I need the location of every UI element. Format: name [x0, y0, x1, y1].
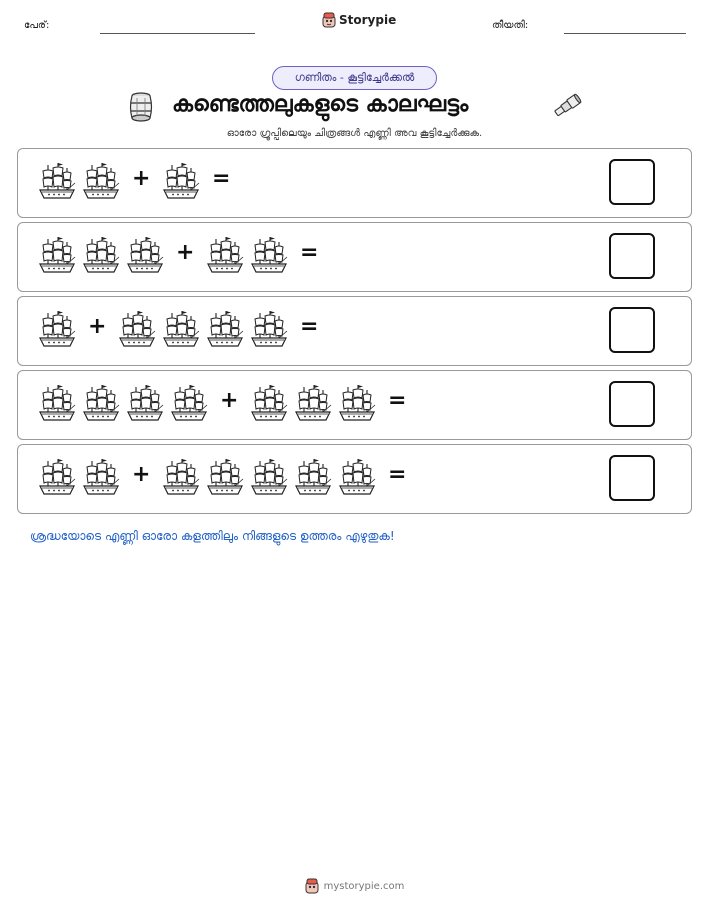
- ship-icon: [250, 235, 288, 275]
- plus-sign: +: [220, 388, 239, 413]
- equals-sign: =: [300, 314, 319, 339]
- ship-icon: [82, 161, 120, 201]
- footer-url[interactable]: mystorypie.com: [323, 880, 405, 892]
- equals-sign: =: [388, 388, 407, 413]
- ship-icon: [38, 161, 76, 201]
- footer: [0, 878, 709, 894]
- ship-icon: [338, 383, 376, 423]
- answer-box[interactable]: [609, 381, 655, 427]
- ship-icon: [38, 235, 76, 275]
- ship-icon: [206, 457, 244, 497]
- date-label: തീയതി:: [492, 20, 529, 31]
- ship-icon: [162, 309, 200, 349]
- ship-icon: [38, 457, 76, 497]
- title-row: [0, 88, 709, 124]
- problem-row: [17, 444, 692, 514]
- storypie-logo-icon: [322, 12, 336, 28]
- equals-sign: =: [388, 462, 407, 487]
- equals-sign: =: [300, 240, 319, 265]
- ship-icon: [126, 383, 164, 423]
- ship-icon: [294, 383, 332, 423]
- telescope-icon: [552, 92, 582, 120]
- ship-icon: [82, 457, 120, 497]
- equals-sign: =: [212, 166, 231, 191]
- answer-box[interactable]: [609, 455, 655, 501]
- ship-icon: [118, 309, 156, 349]
- barrel-icon: [128, 92, 154, 122]
- plus-sign: +: [176, 240, 195, 265]
- problem-row: [17, 148, 692, 218]
- brand-name: Storypie: [339, 13, 397, 27]
- ship-icon: [206, 309, 244, 349]
- problem-row: [17, 296, 692, 366]
- ship-icon: [250, 457, 288, 497]
- ship-icon: [162, 161, 200, 201]
- ship-icon: [206, 235, 244, 275]
- instructions-subtitle: ഓരോ ഗ്രൂപ്പിലെയും ചിത്രങ്ങൾ എണ്ണി അവ കൂട്ടിച്ചേർക്കുക.: [226, 128, 483, 139]
- ship-icon: [126, 235, 164, 275]
- date-line[interactable]: [564, 33, 686, 34]
- plus-sign: +: [88, 314, 107, 339]
- brand: [322, 12, 396, 28]
- ship-icon: [82, 235, 120, 275]
- ship-icon: [250, 309, 288, 349]
- topic-pill: ഗണിതം - കൂട്ടിച്ചേർക്കൽ: [272, 66, 437, 90]
- ship-icon: [250, 383, 288, 423]
- bottom-instruction: ശ്രദ്ധയോടെ എണ്ണി ഓരോ കളത്തിലും നിങ്ങളുടെ ഉത്തരം എഴുതുക!: [30, 529, 395, 543]
- name-line[interactable]: [100, 33, 255, 34]
- ship-icon: [38, 309, 76, 349]
- answer-box[interactable]: [609, 159, 655, 205]
- page-title: കണ്ടെത്തലുകളുടെ കാലഘട്ടം: [172, 92, 469, 117]
- plus-sign: +: [132, 462, 151, 487]
- ship-icon: [38, 383, 76, 423]
- answer-box[interactable]: [609, 233, 655, 279]
- ship-icon: [170, 383, 208, 423]
- ship-icon: [338, 457, 376, 497]
- ship-icon: [294, 457, 332, 497]
- name-label: പേര്:: [24, 20, 50, 31]
- footer-logo-icon: [305, 878, 319, 894]
- problem-row: [17, 370, 692, 440]
- answer-box[interactable]: [609, 307, 655, 353]
- ship-icon: [162, 457, 200, 497]
- problem-row: [17, 222, 692, 292]
- plus-sign: +: [132, 166, 151, 191]
- ship-icon: [82, 383, 120, 423]
